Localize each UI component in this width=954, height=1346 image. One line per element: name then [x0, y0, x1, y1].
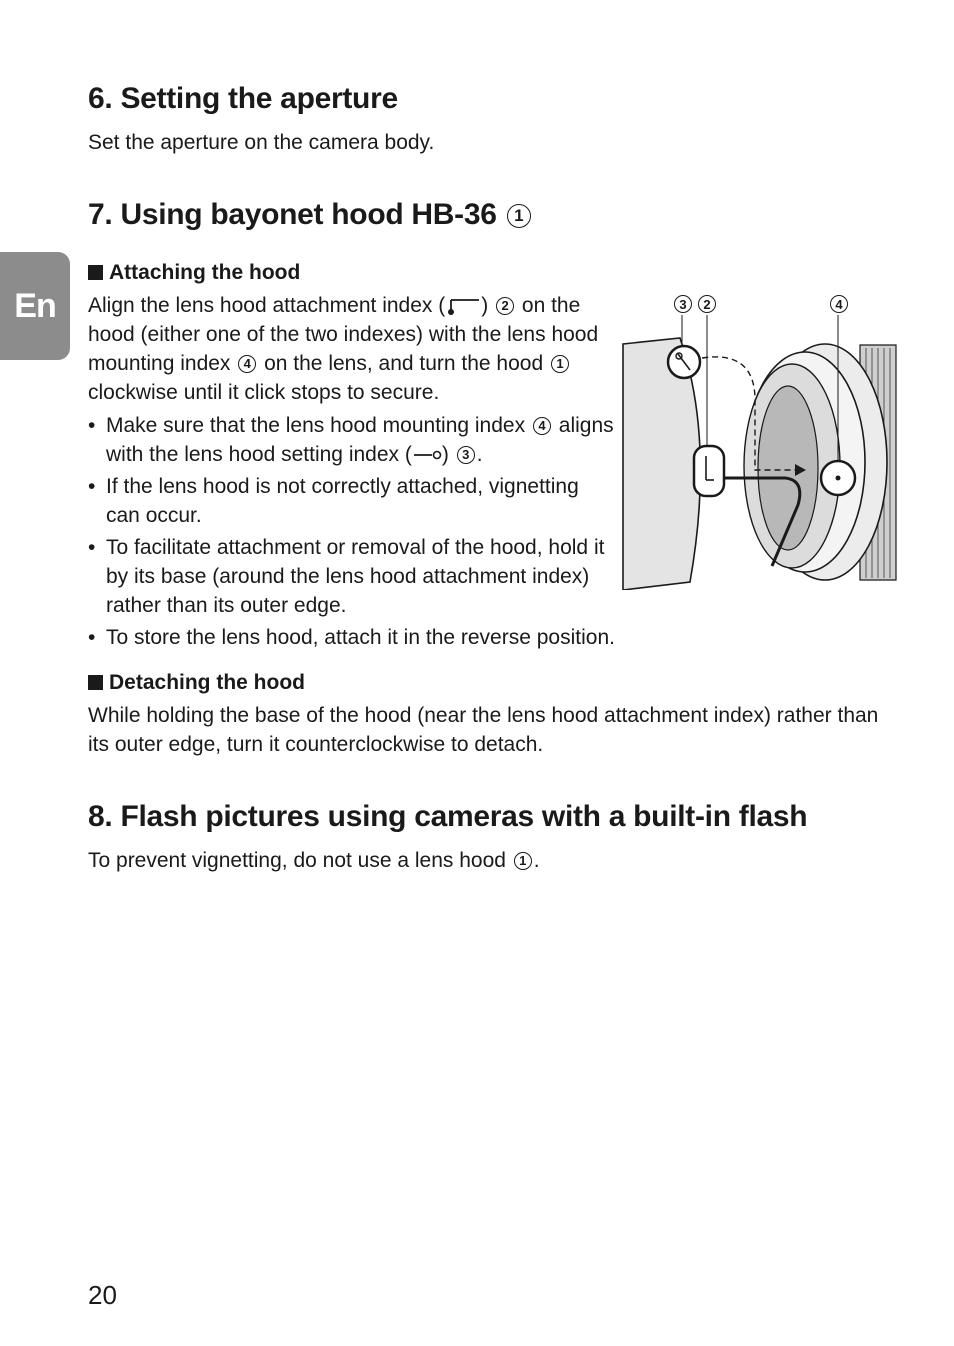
attaching-text-2: )	[481, 294, 495, 317]
list-item	[88, 472, 618, 530]
section-8-text-a: To prevent vignetting, do not use a lens hood	[88, 849, 512, 872]
figure-label-3: 3	[674, 295, 692, 313]
section-6-body: Set the aperture on the camera body.	[88, 131, 435, 154]
attaching-text-4: on the lens, and turn the hood	[258, 352, 549, 375]
bullet-icon: •	[88, 626, 96, 649]
square-bullet-icon	[88, 675, 103, 690]
detaching-heading-text: Detaching the hood	[109, 671, 305, 694]
bullet-1-text-c: )	[441, 443, 455, 466]
bullet-icon: •	[88, 536, 96, 559]
bullet-4-text: To store the lens hood, attach it in the reverse position.	[106, 626, 615, 649]
section-8-title: 8. Flash pictures using cameras with a built-in flash	[88, 800, 808, 833]
attaching-block	[88, 258, 618, 655]
ref-3-circle: 3	[457, 446, 475, 464]
attachment-index-icon	[445, 295, 481, 317]
attaching-bullet-list	[88, 411, 618, 652]
ref-1-circle: 1	[507, 204, 531, 228]
section-7-title	[88, 198, 533, 232]
ref-4-circle: 4	[238, 355, 256, 373]
list-item	[88, 533, 618, 620]
page-number: 20	[88, 1280, 117, 1310]
bullet-2-text: If the lens hood is not correctly attached, vignetting can occur.	[106, 475, 579, 527]
detaching-block	[88, 668, 898, 759]
bullet-1-text-a: Make sure that the lens hood mounting index	[106, 414, 531, 437]
square-bullet-icon	[88, 265, 103, 280]
ref-1-circle: 1	[514, 852, 532, 870]
section-6-title: 6. Setting the aperture	[88, 82, 398, 115]
bullet-3-text: To facilitate attachment or removal of the hood, hold it by its base (around the lens hood attachment index) rather than its outer edge.	[106, 536, 605, 617]
attaching-text-1: Align the lens hood attachment index (	[88, 294, 446, 317]
list-item	[88, 623, 618, 652]
bullet-1-text-d: .	[476, 443, 483, 466]
bullet-icon: •	[88, 475, 96, 498]
bullet-1-text-b: aligns with the lens hood setting index (	[106, 414, 614, 466]
figure-label-4: 4	[830, 295, 848, 313]
section-8-body	[88, 846, 540, 875]
attaching-paragraph	[88, 291, 618, 407]
section-7-title-text: 7. Using bayonet hood HB-36	[88, 198, 497, 231]
setting-index-icon	[412, 448, 442, 462]
detaching-heading	[88, 668, 898, 697]
language-tab	[0, 252, 70, 360]
attaching-heading	[88, 258, 618, 287]
figure-label-2: 2	[698, 295, 716, 313]
ref-2-circle: 2	[496, 297, 514, 315]
hood-lens-drawing	[620, 290, 900, 590]
attaching-text-5: clockwise until it click stops to secure.	[88, 381, 440, 404]
hood-attachment-illustration	[620, 290, 900, 590]
section-8-text-b: .	[533, 849, 540, 872]
ref-4-circle: 4	[533, 417, 551, 435]
bullet-icon: •	[88, 414, 96, 437]
language-tab-label: En	[14, 286, 56, 325]
list-item	[88, 411, 618, 469]
ref-1-circle: 1	[551, 355, 569, 373]
attaching-text-3: on the hood (either one of the two indexes) with the lens hood mounting index	[88, 294, 599, 375]
attaching-heading-text: Attaching the hood	[109, 261, 301, 284]
detaching-body: While holding the base of the hood (near the lens hood attachment index) rather than its outer edge, turn it counterclockwise to detach.	[88, 704, 879, 756]
